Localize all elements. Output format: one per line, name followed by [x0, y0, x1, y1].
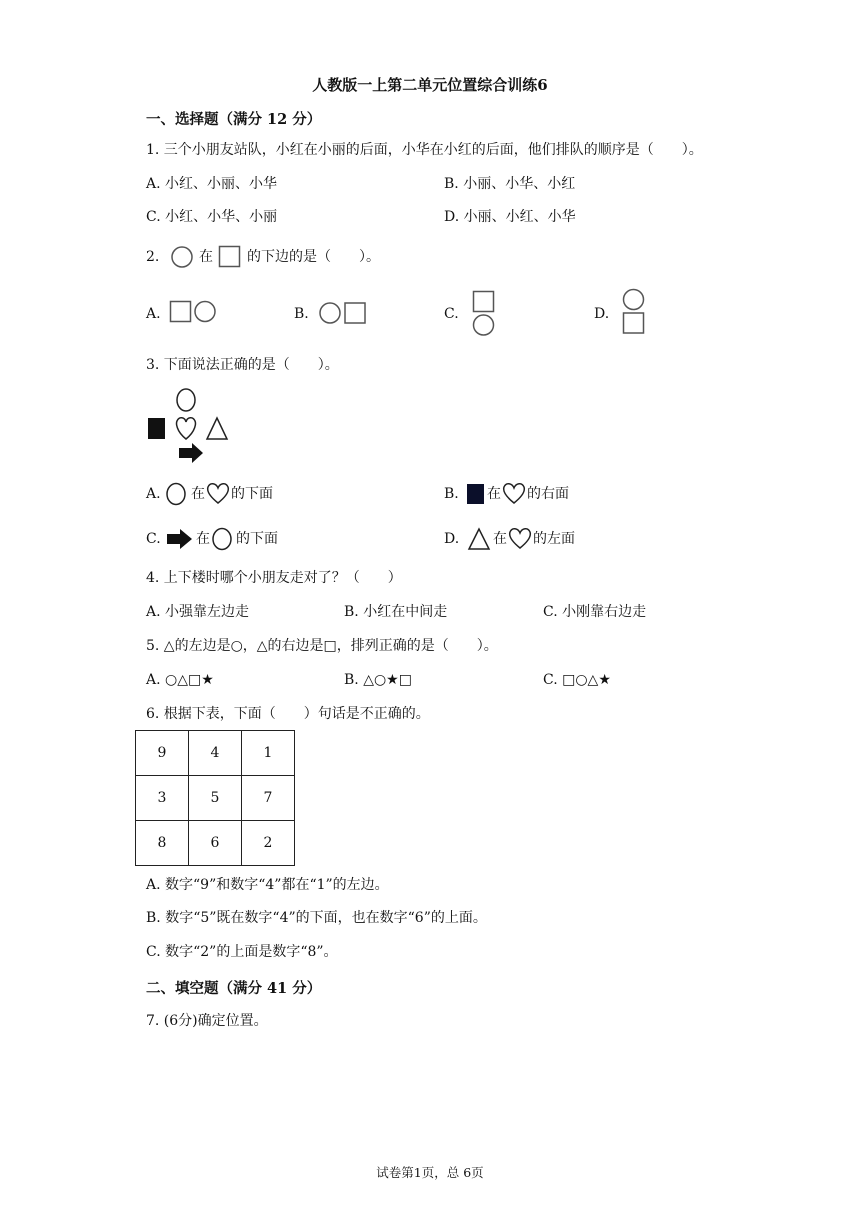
number-grid-table	[135, 730, 295, 866]
q5-option-b[interactable]: B. △○★□	[344, 672, 412, 688]
q2-option-d-label[interactable]: D.	[594, 306, 610, 322]
q3-option-d-t2: 的左面	[533, 531, 575, 547]
table-cell: 5	[189, 776, 242, 821]
shapes-arrangement-figure	[146, 388, 236, 466]
circle-square-icon	[318, 301, 368, 325]
heart-icon	[206, 481, 230, 505]
question-2-number: 2.	[146, 249, 160, 265]
q1-option-d[interactable]: D. 小丽、小红、小华	[444, 209, 576, 225]
q1-option-a[interactable]: A. 小红、小丽、小华	[146, 176, 278, 192]
question-6-stem: 6. 根据下表，下面（ ）句话是不正确的。	[146, 706, 430, 722]
section-heading-fill: 二、填空题（满分 41 分）	[146, 980, 322, 997]
question-2-mid: 在	[199, 249, 213, 265]
section-heading-choice: 一、选择题（满分 12 分）	[146, 111, 322, 128]
table-cell: 9	[136, 731, 189, 776]
circle-above-square-icon	[621, 288, 647, 336]
question-2-tail: 的下边的是（ ）。	[247, 249, 380, 265]
table-cell: 4	[189, 731, 242, 776]
q4-option-c[interactable]: C. 小刚靠右边走	[543, 604, 647, 620]
table-cell: 7	[242, 776, 295, 821]
circle-icon	[170, 245, 194, 269]
square-icon	[218, 245, 242, 269]
q4-option-a[interactable]: A. 小强靠左边走	[146, 604, 250, 620]
q3-option-b-t1: 在	[487, 486, 501, 502]
question-1-stem: 1. 三个小朋友站队，小红在小丽的后面，小华在小红的后面，他们排队的顺序是（ ）。	[146, 142, 703, 158]
q3-option-a-t2: 的下面	[231, 486, 273, 502]
heart-icon	[502, 481, 526, 505]
table-cell: 1	[242, 731, 295, 776]
table-cell: 2	[242, 821, 295, 866]
q5-option-a[interactable]: A. ○△□★	[146, 672, 214, 688]
q5-option-c[interactable]: C. □○△★	[543, 672, 611, 688]
circle-icon	[211, 527, 233, 551]
q3-option-c-label[interactable]: C.	[146, 531, 161, 547]
q6-option-b[interactable]: B. 数字“5”既在数字“4”的下面，也在数字“6”的上面。	[146, 910, 487, 926]
table-row	[136, 731, 295, 776]
table-row	[136, 776, 295, 821]
q3-option-d-label[interactable]: D.	[444, 531, 460, 547]
q6-option-c[interactable]: C. 数字“2”的上面是数字“8”。	[146, 944, 338, 960]
table-cell: 6	[189, 821, 242, 866]
heart-icon	[508, 526, 532, 550]
table-cell: 3	[136, 776, 189, 821]
page-footer: 试卷第1页，总 6页	[376, 1165, 484, 1180]
triangle-icon	[467, 527, 491, 551]
q3-option-a-label[interactable]: A.	[146, 486, 161, 502]
question-7-stem: 7. (6分)确定位置。	[146, 1013, 268, 1029]
q2-option-b-label[interactable]: B.	[294, 306, 309, 322]
q3-option-a-t1: 在	[191, 486, 205, 502]
q1-option-c[interactable]: C. 小红、小华、小丽	[146, 209, 278, 225]
square-circle-icon	[169, 300, 219, 324]
q1-option-b[interactable]: B. 小丽、小华、小红	[444, 176, 576, 192]
question-4-stem: 4. 上下楼时哪个小朋友走对了？（ ）	[146, 570, 402, 586]
q2-option-a-label[interactable]: A.	[146, 306, 161, 322]
black-rectangle-icon	[466, 483, 486, 505]
q3-option-b-label[interactable]: B.	[444, 486, 459, 502]
page-title: 人教版一上第二单元位置综合训练6	[312, 76, 548, 94]
table-cell: 8	[136, 821, 189, 866]
black-arrow-icon	[166, 528, 194, 550]
square-above-circle-icon	[471, 290, 497, 338]
circle-icon	[165, 482, 187, 506]
q4-option-b[interactable]: B. 小红在中间走	[344, 604, 448, 620]
q3-option-d-t1: 在	[493, 531, 507, 547]
table-row	[136, 821, 295, 866]
q3-option-c-t2: 的下面	[236, 531, 278, 547]
question-5-stem: 5. △的左边是○，△的右边是□，排列正确的是（ ）。	[146, 638, 498, 654]
q2-option-c-label[interactable]: C.	[444, 306, 459, 322]
q6-option-a[interactable]: A. 数字“9”和数字“4”都在“1”的左边。	[146, 877, 389, 893]
q3-option-c-t1: 在	[196, 531, 210, 547]
q3-option-b-t2: 的右面	[527, 486, 569, 502]
question-3-stem: 3. 下面说法正确的是（ ）。	[146, 357, 339, 373]
